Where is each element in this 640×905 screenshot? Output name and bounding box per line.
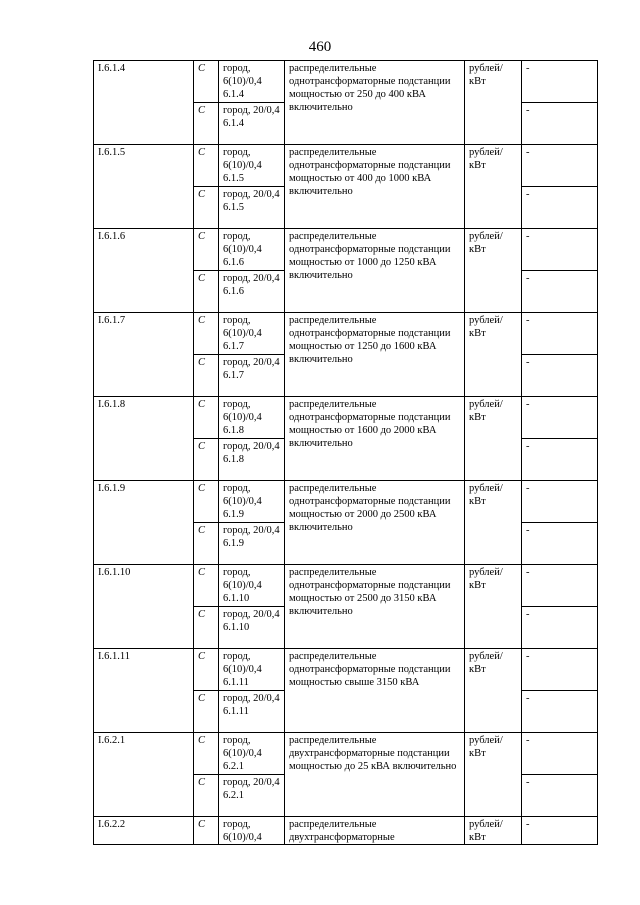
row-code: I.6.1.4 bbox=[94, 61, 194, 145]
description-cell: распределительные однотрансформаторные подстанции мощностью от 2500 до 3150 кВА включительно bbox=[285, 565, 465, 649]
value-cell: - bbox=[522, 103, 598, 145]
row-code: I.6.2.1 bbox=[94, 733, 194, 817]
place-cell: город, 6(10)/0,4 6.1.7 bbox=[219, 313, 285, 355]
unit-cell: рублей/ кВт bbox=[465, 145, 522, 229]
c-letter: C bbox=[194, 397, 219, 439]
place-cell: город, 6(10)/0,4 6.2.1 bbox=[219, 733, 285, 775]
value-cell: - bbox=[522, 313, 598, 355]
value-cell: - bbox=[522, 187, 598, 229]
place-cell: город, 6(10)/0,4 6.1.10 bbox=[219, 565, 285, 607]
page-number: 460 bbox=[308, 39, 332, 55]
c-letter: C bbox=[194, 61, 219, 103]
c-letter: C bbox=[194, 481, 219, 523]
value-cell: - bbox=[522, 691, 598, 733]
unit-cell: рублей/ кВт bbox=[465, 817, 522, 845]
c-letter: C bbox=[194, 229, 219, 271]
table-row bbox=[94, 733, 598, 775]
value-cell: - bbox=[522, 229, 598, 271]
c-letter: C bbox=[194, 187, 219, 229]
c-letter: C bbox=[194, 103, 219, 145]
value-cell: - bbox=[522, 817, 598, 845]
value-cell: - bbox=[522, 565, 598, 607]
c-letter: C bbox=[194, 649, 219, 691]
place-cell: город, 6(10)/0,4 bbox=[219, 817, 285, 845]
unit-cell: рублей/ кВт bbox=[465, 649, 522, 733]
c-letter: C bbox=[194, 313, 219, 355]
place-cell: город, 20/0,4 6.1.7 bbox=[219, 355, 285, 397]
value-cell: - bbox=[522, 649, 598, 691]
tariff-table-body bbox=[94, 61, 598, 845]
place-cell: город, 20/0,4 6.2.1 bbox=[219, 775, 285, 817]
description-cell: распределительные однотрансформаторные подстанции мощностью от 1250 до 1600 кВА включительно bbox=[285, 313, 465, 397]
c-letter: C bbox=[194, 691, 219, 733]
place-cell: город, 6(10)/0,4 6.1.8 bbox=[219, 397, 285, 439]
place-cell: город, 20/0,4 6.1.10 bbox=[219, 607, 285, 649]
row-code: I.6.1.11 bbox=[94, 649, 194, 733]
value-cell: - bbox=[522, 355, 598, 397]
row-code: I.6.2.2 bbox=[94, 817, 194, 845]
c-letter: C bbox=[194, 775, 219, 817]
description-cell: распределительные однотрансформаторные подстанции мощностью от 400 до 1000 кВА включительно bbox=[285, 145, 465, 229]
table-row bbox=[94, 649, 598, 691]
row-code: I.6.1.5 bbox=[94, 145, 194, 229]
table-row bbox=[94, 397, 598, 439]
table-row bbox=[94, 61, 598, 103]
row-code: I.6.1.9 bbox=[94, 481, 194, 565]
table-row bbox=[94, 145, 598, 187]
row-code: I.6.1.6 bbox=[94, 229, 194, 313]
tariff-table bbox=[93, 60, 598, 845]
value-cell: - bbox=[522, 481, 598, 523]
value-cell: - bbox=[522, 61, 598, 103]
value-cell: - bbox=[522, 145, 598, 187]
description-cell: распределительные однотрансформаторные подстанции мощностью свыше 3150 кВА bbox=[285, 649, 465, 733]
unit-cell: рублей/ кВт bbox=[465, 481, 522, 565]
c-letter: C bbox=[194, 607, 219, 649]
table-row bbox=[94, 565, 598, 607]
unit-cell: рублей/ кВт bbox=[465, 397, 522, 481]
unit-cell: рублей/ кВт bbox=[465, 229, 522, 313]
description-cell: распределительные однотрансформаторные подстанции мощностью от 2000 до 2500 кВА включительно bbox=[285, 481, 465, 565]
value-cell: - bbox=[522, 397, 598, 439]
place-cell: город, 6(10)/0,4 6.1.11 bbox=[219, 649, 285, 691]
c-letter: C bbox=[194, 355, 219, 397]
value-cell: - bbox=[522, 439, 598, 481]
place-cell: город, 20/0,4 6.1.11 bbox=[219, 691, 285, 733]
unit-cell: рублей/ кВт bbox=[465, 733, 522, 817]
c-letter: C bbox=[194, 145, 219, 187]
table-row bbox=[94, 481, 598, 523]
table-row bbox=[94, 229, 598, 271]
description-cell: распределительные двухтрансформаторные подстанции мощностью до 25 кВА включительно bbox=[285, 733, 465, 817]
unit-cell: рублей/ кВт bbox=[465, 313, 522, 397]
unit-cell: рублей/ кВт bbox=[465, 565, 522, 649]
value-cell: - bbox=[522, 607, 598, 649]
description-cell: распределительные однотрансформаторные подстанции мощностью от 250 до 400 кВА включительно bbox=[285, 61, 465, 145]
description-cell: распределительные двухтрансформаторные bbox=[285, 817, 465, 845]
place-cell: город, 20/0,4 6.1.4 bbox=[219, 103, 285, 145]
description-cell: распределительные однотрансформаторные подстанции мощностью от 1000 до 1250 кВА включительно bbox=[285, 229, 465, 313]
c-letter: C bbox=[194, 565, 219, 607]
description-cell: распределительные однотрансформаторные подстанции мощностью от 1600 до 2000 кВА включительно bbox=[285, 397, 465, 481]
row-code: I.6.1.10 bbox=[94, 565, 194, 649]
value-cell: - bbox=[522, 523, 598, 565]
c-letter: C bbox=[194, 271, 219, 313]
value-cell: - bbox=[522, 775, 598, 817]
unit-cell: рублей/ кВт bbox=[465, 61, 522, 145]
table-row bbox=[94, 313, 598, 355]
c-letter: C bbox=[194, 733, 219, 775]
place-cell: город, 6(10)/0,4 6.1.4 bbox=[219, 61, 285, 103]
c-letter: C bbox=[194, 439, 219, 481]
place-cell: город, 20/0,4 6.1.8 bbox=[219, 439, 285, 481]
place-cell: город, 6(10)/0,4 6.1.5 bbox=[219, 145, 285, 187]
row-code: I.6.1.8 bbox=[94, 397, 194, 481]
row-code: I.6.1.7 bbox=[94, 313, 194, 397]
value-cell: - bbox=[522, 733, 598, 775]
place-cell: город, 20/0,4 6.1.6 bbox=[219, 271, 285, 313]
place-cell: город, 6(10)/0,4 6.1.9 bbox=[219, 481, 285, 523]
place-cell: город, 6(10)/0,4 6.1.6 bbox=[219, 229, 285, 271]
place-cell: город, 20/0,4 6.1.9 bbox=[219, 523, 285, 565]
place-cell: город, 20/0,4 6.1.5 bbox=[219, 187, 285, 229]
c-letter: C bbox=[194, 817, 219, 845]
c-letter: C bbox=[194, 523, 219, 565]
value-cell: - bbox=[522, 271, 598, 313]
table-row-partial bbox=[94, 817, 598, 845]
